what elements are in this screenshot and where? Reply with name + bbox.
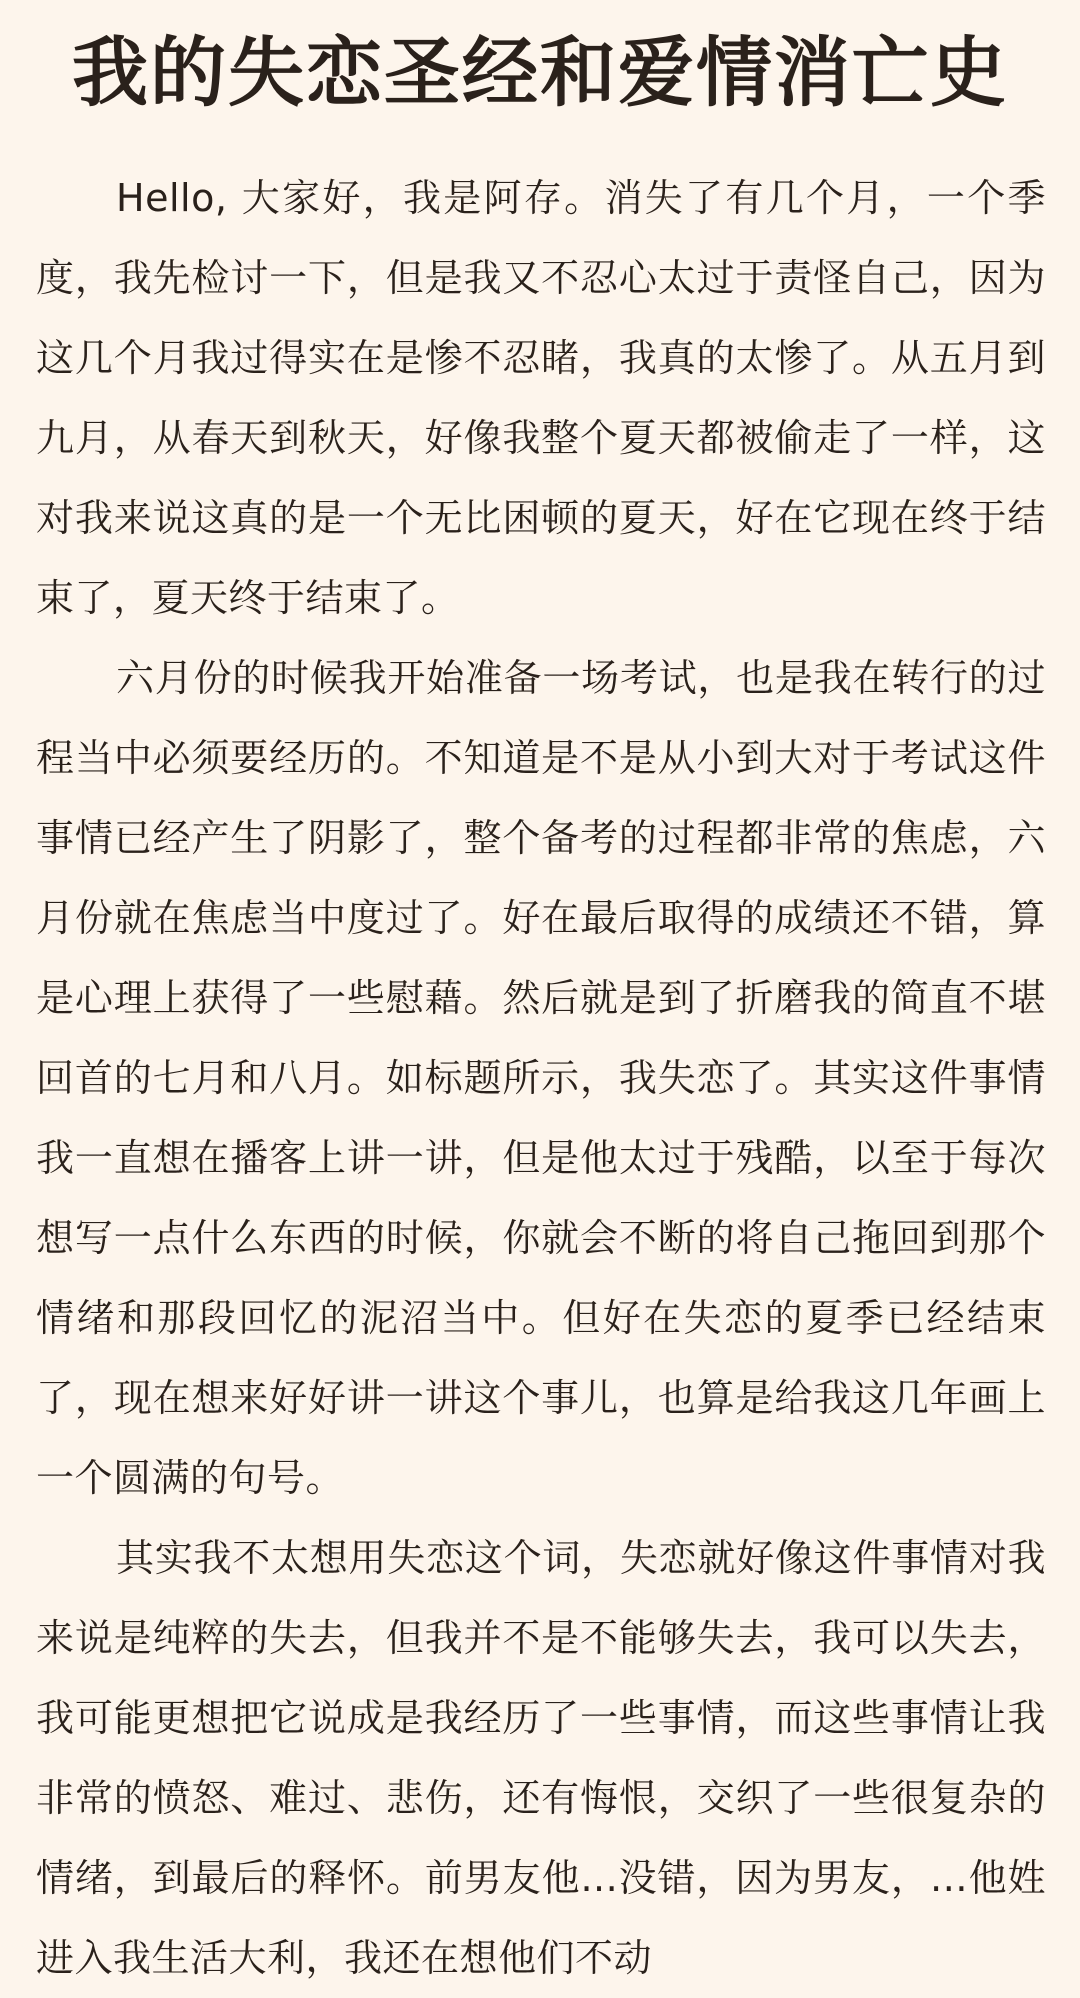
article-title: 我的失恋圣经和爱情消亡史 (72, 28, 1008, 117)
paragraph: 其实我不太想用失恋这个词，失恋就好像这件事情对我来说是纯粹的失去，但我并不是不能够失去，我可以失去，我可能更想把它说成是我经历了一些事情，而这些事情让我非常的愤怒、难过、悲伤，还有悔恨，交织了一些很复杂的情绪，到最后的释怀。前男友他...没错，因为男友，…他姓进入我生活大利，我还在想他们不动 (36, 1536, 1046, 1980)
paragraph: 六月份的时候我开始准备一场考试，也是我在转行的过程当中必须要经历的。不知道是不是从小到大对于考试这件事情已经产生了阴影了，整个备考的过程都非常的焦虑，六月份就在焦虑当中度过了。好在最后取得的成绩还不错，算是心理上获得了一些慰藉。然后就是到了折磨我的简直不堪回首的七月和八月。如标题所示，我失恋了。其实这件事情我一直想在播客上讲一讲，但是他太过于残酷，以至于每次想写一点什么东西的时候，你就会不断的将自己拖回到那个情绪和那段回忆的泥沼当中。但好在失恋的夏季已经结束了，现在想来好好讲一讲这个事儿，也算是给我这几年画上一个圆满的句号。 (36, 656, 1046, 1500)
paragraph: Hello, 大家好，我是阿存。消失了有几个月，一个季度，我先检讨一下，但是我又不忍心太过于责怪自己，因为这几个月我过得实在是惨不忍睹，我真的太惨了。从五月到九月，从春天到秋天，好像我整个夏天都被偷走了一样，这对我来说这真的是一个无比困顿的夏天，好在它现在终于结束了，夏天终于结束了。 (36, 176, 1046, 620)
article-body (36, 158, 1046, 1998)
